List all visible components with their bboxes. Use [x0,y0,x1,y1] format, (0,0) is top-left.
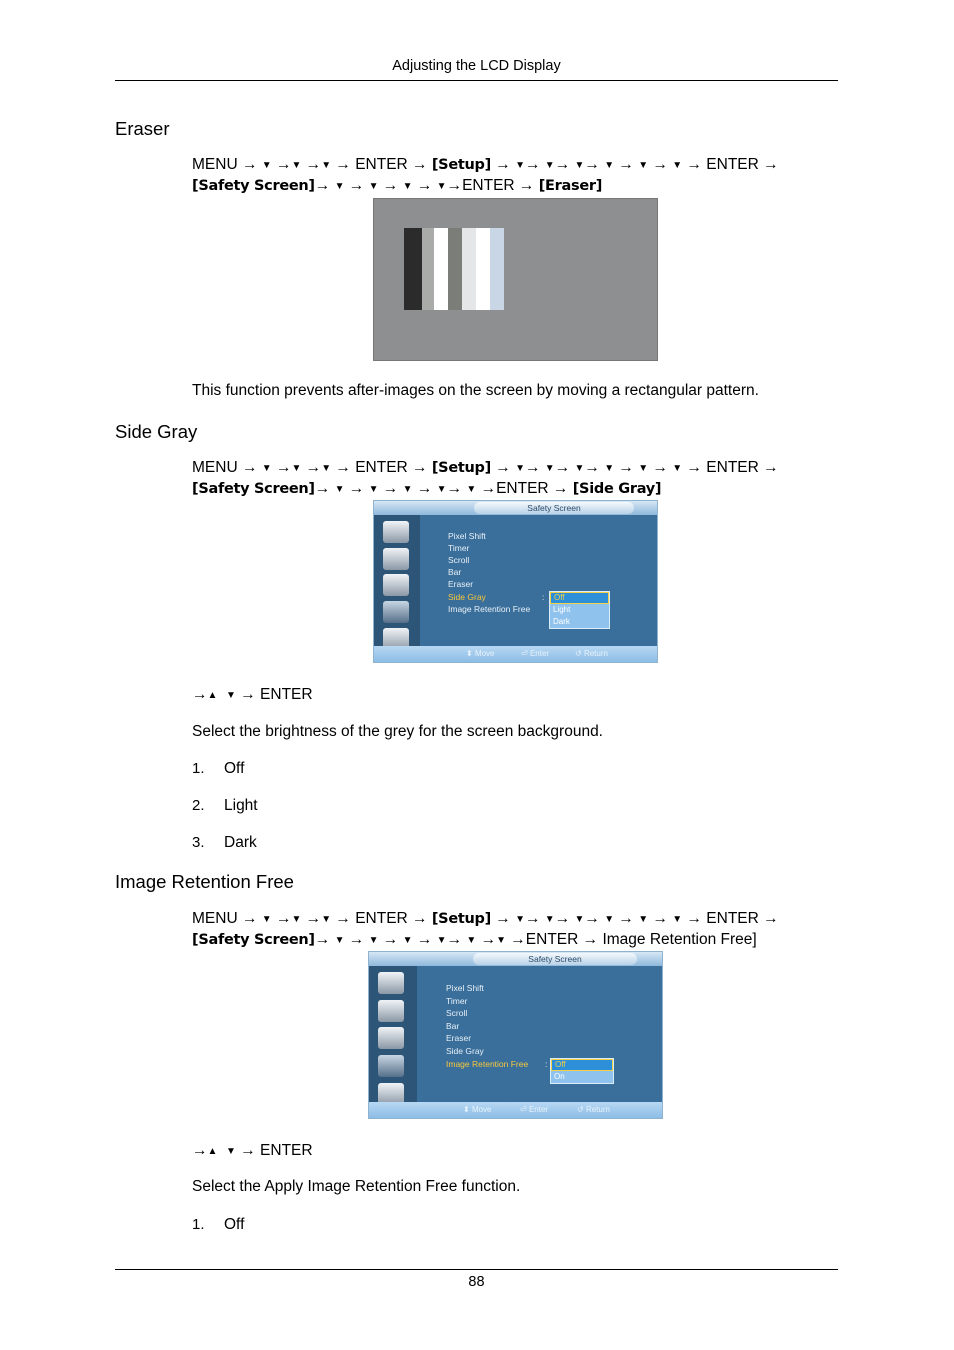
page-header-title: Adjusting the LCD Display [392,58,561,74]
osd-footer-move: ⬍ Move [466,649,495,658]
list-item-off: Off [224,760,245,777]
osd-menu-item[interactable]: Image Retention Free [448,604,531,614]
side-gray-nav-line-1: MENU → ▼ →▼ →▼ → ENTER → [Setup] → ▼→ ▼→ ▼→ ▼ → ▼ → ▼ → ENTER → [192,459,779,476]
osd-menu-item[interactable]: Scroll [448,555,470,565]
osd-menu-item[interactable]: Eraser [448,579,474,589]
osd-footer [374,646,657,662]
list-number: 3. [192,834,205,851]
osd-option-dropdown[interactable] [549,591,610,629]
list-item-light: Light [224,797,258,814]
osd-menu-item-selected[interactable]: Side Gray [448,592,486,602]
header-rule [115,80,838,81]
eraser-pattern-bar [404,228,422,310]
osd-side-gray-screen: Safety Screen Pixel Shift Timer Scroll Bar Eraser Side Gray Image Retention Free : Off Light Dark ⬍ Move ⏎ Enter ↺ Return [373,500,658,663]
eraser-pattern-bar [490,228,504,310]
osd-option-dark[interactable]: Dark [553,617,570,626]
sound-icon[interactable] [378,1027,404,1049]
page-number: 88 [468,1274,485,1290]
image-icon[interactable] [378,1000,404,1022]
osd-menu-item[interactable]: Scroll [446,1008,468,1018]
eraser-nav-line-1: MENU → ▼ →▼ →▼ → ENTER → [Setup] → ▼→ ▼→ ▼→ ▼ → ▼ → ▼ → ENTER → [192,156,779,173]
eraser-pattern-bar [422,228,434,310]
list-item-dark: Dark [224,834,257,851]
eraser-pattern-bar [462,228,476,310]
section-heading-image-retention-free: Image Retention Free [115,871,294,892]
section-heading-eraser: Eraser [115,118,170,139]
osd-menu-item[interactable]: Side Gray [446,1046,484,1056]
osd-footer-return: ↺ Return [577,1105,610,1114]
osd-option-on[interactable]: On [554,1072,565,1081]
down-arrow-icon: ▼ [226,690,236,701]
osd-menu-item[interactable]: Bar [448,567,462,577]
osd-sidebar [369,966,417,1102]
osd-footer [369,1102,662,1118]
eraser-pattern-bar [434,228,448,310]
osd-menu-item[interactable]: Pixel Shift [446,983,484,993]
up-arrow-icon: ▲ [207,1146,218,1157]
osd-menu-item-selected[interactable]: Image Retention Free [446,1059,529,1069]
osd-menu-item[interactable]: Pixel Shift [448,531,486,541]
picture-icon[interactable] [378,972,404,994]
osd-title: Safety Screen [474,502,634,514]
footer-rule [115,1269,838,1270]
osd-option-dropdown[interactable] [550,1058,614,1084]
sound-icon[interactable] [383,574,409,596]
eraser-pattern-bar [448,228,462,310]
osd-title: Safety Screen [473,953,637,965]
list-item-off: Off [224,1216,245,1233]
side-gray-description: Select the brightness of the grey for the screen background. [192,723,603,740]
eraser-screen-image [373,198,658,361]
osd-sidebar [374,515,420,646]
side-gray-nav-line-2: [Safety Screen]→ ▼ → ▼ → ▼ → ▼→ ▼ →ENTER → [Side Gray] [192,480,662,497]
list-number: 1. [192,760,205,777]
setup-gear-icon[interactable] [378,1055,404,1077]
osd-option-off[interactable]: Off [550,592,609,604]
eraser-pattern-bar [476,228,490,310]
irf-nav-line-2: [Safety Screen]→ ▼ → ▼ → ▼ → ▼→ ▼ →▼ →ENTER → Image Retention Free] [192,931,757,948]
osd-footer-return: ↺ Return [575,649,608,658]
osd-footer-enter: ⏎ Enter [520,1105,549,1114]
list-number: 1. [192,1216,205,1233]
osd-footer-enter: ⏎ Enter [521,649,550,658]
setup-gear-icon[interactable] [383,601,409,623]
osd-menu-item[interactable]: Timer [446,996,468,1006]
down-arrow-icon: ▼ [226,1146,236,1157]
osd-image-retention-free-screen: Safety Screen Pixel Shift Timer Scroll Bar Eraser Side Gray Image Retention Free : Off On ⬍ Move ⏎ Enter ↺ Return [368,951,663,1119]
section-heading-side-gray: Side Gray [115,421,198,442]
eraser-nav-line-2: [Safety Screen]→ ▼ → ▼ → ▼ → ▼→ENTER → [Eraser] [192,177,603,194]
osd-menu-item[interactable]: Timer [448,543,470,553]
osd-option-light[interactable]: Light [553,605,571,614]
list-number: 2. [192,797,205,814]
irf-updown-instruction: →▲ ▼ → ENTER [192,1140,313,1162]
up-arrow-icon: ▲ [207,690,218,701]
osd-footer-move: ⬍ Move [463,1105,492,1114]
irf-nav-line-1: MENU → ▼ →▼ →▼ → ENTER → [Setup] → ▼→ ▼→ ▼→ ▼ → ▼ → ▼ → ENTER → [192,910,779,927]
osd-option-off[interactable]: Off [551,1059,613,1071]
image-icon[interactable] [383,548,409,570]
osd-menu-item[interactable]: Bar [446,1021,460,1031]
side-gray-updown-instruction: →▲ ▼ → ENTER [192,684,313,706]
irf-description: Select the Apply Image Retention Free function. [192,1178,521,1195]
osd-menu-item[interactable]: Eraser [446,1033,472,1043]
eraser-description: This function prevents after-images on the screen by moving a rectangular pattern. [192,382,759,399]
picture-icon[interactable] [383,521,409,543]
